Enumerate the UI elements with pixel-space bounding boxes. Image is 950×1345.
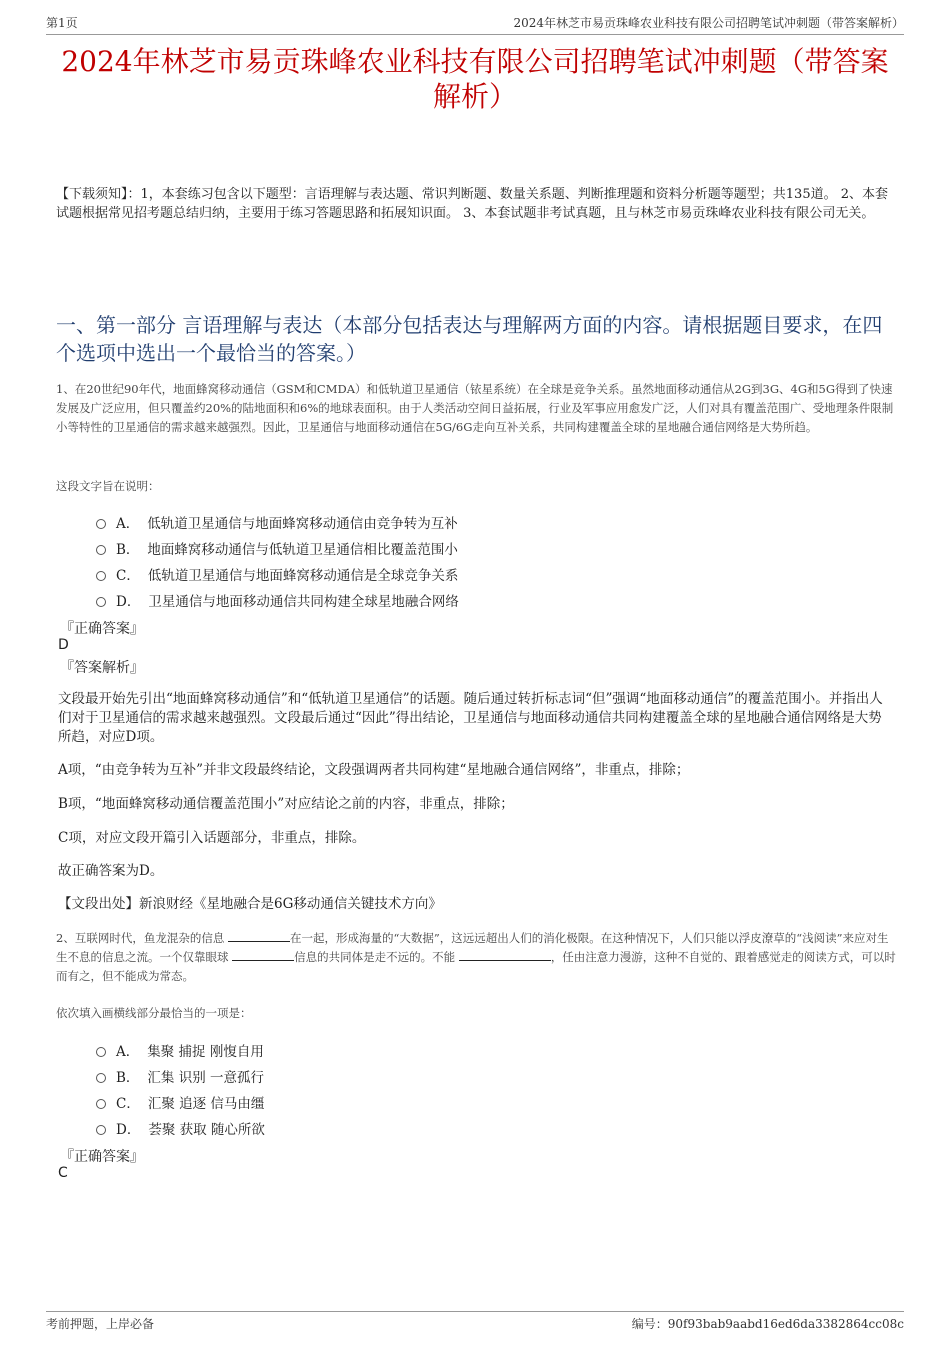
question-1-prompt: 这段文字旨在说明：: [56, 479, 160, 493]
question-1-option-a[interactable]: [96, 509, 616, 535]
source-citation: 【文段出处】新浪财经《星地融合是6G移动通信关键技术方向》: [58, 896, 442, 912]
fill-blank: [459, 948, 551, 961]
question-2-options: [96, 1037, 616, 1141]
question-2-option-b[interactable]: [96, 1063, 616, 1089]
question-1-answer-label: 『正确答案』: [60, 621, 144, 637]
analysis-paragraph: B项，“地面蜂窝移动通信覆盖范围小”对应结论之前的内容，非重点，排除；: [58, 796, 514, 812]
fill-blank: [228, 929, 290, 942]
option-text: 荟聚 获取 随心所欲: [148, 1122, 265, 1138]
option-letter: B．: [116, 542, 140, 558]
option-letter: D．: [116, 1122, 141, 1138]
radio-icon[interactable]: [96, 1099, 106, 1109]
page-header: [46, 14, 904, 35]
option-text: 集聚 捕捉 刚愎自用: [147, 1044, 264, 1060]
option-text: 低轨道卫星通信与地面蜂窝移动通信是全球竞争关系: [147, 568, 459, 584]
option-text: 卫星通信与地面移动通信共同构建全球星地融合网络: [148, 594, 459, 610]
question-1-stem: 1、在20世纪90年代，地面蜂窝移动通信（GSM和CMDA）和低轨道卫星通信（铱星系统）在全球是竞争关系。虽然地面移动通信从2G到3G、4G和5G得到了快速发展及广泛应用，但只覆盖约20%的陆地面积和6%的地球表面积。由于人类活动空间日益拓展，行业及军事应用愈发广泛，人们对具有覆盖范围广、受地理条件限制小等特性的卫星通信的需求越来越强烈。因此，卫星通信与地面移动通信在5G/6G走向互补关系，共同构建覆盖全球的星地融合通信网络是大势所趋。: [56, 382, 894, 434]
option-letter: C．: [116, 568, 140, 584]
question-1-option-c[interactable]: [96, 561, 616, 587]
radio-icon[interactable]: [96, 1125, 106, 1135]
stem-text: 在一起，形成海量的“大数据”，这远远超出人们的消化极限。在这种情况下，人们只能以浮皮潦草的“浅阅读”来应对生生不息的信息之流。一个仅靠眼球: [56, 931, 889, 964]
question-2-option-c[interactable]: [96, 1089, 616, 1115]
option-letter: A．: [116, 1044, 140, 1060]
question-2-prompt: 依次填入画横线部分最恰当的一项是：: [56, 1006, 252, 1020]
section-heading: 一、第一部分 言语理解与表达（本部分包括表达与理解两方面的内容。请根据题目要求，在四个选项中选出一个最恰当的答案。）: [56, 313, 883, 365]
radio-icon[interactable]: [96, 1047, 106, 1057]
radio-icon[interactable]: [96, 571, 106, 581]
question-1-analysis-label: 『答案解析』: [60, 660, 144, 676]
question-1-answer: D: [58, 637, 69, 653]
question-1-options: [96, 509, 616, 613]
question-2-stem: [56, 929, 898, 986]
stem-text: ，任由注意力漫游，这种不自觉的、跟着感觉走的阅读方式，可以时而有之，但不能成为常态。: [56, 950, 896, 983]
question-1-option-d[interactable]: [96, 587, 616, 613]
question-2-answer: C: [58, 1165, 68, 1181]
option-text: 地面蜂窝移动通信与低轨道卫星通信相比覆盖范围小: [147, 542, 458, 558]
footer-slogan: 考前押题，上岸必备: [46, 1317, 155, 1331]
option-letter: D．: [116, 594, 141, 610]
document-title: 2024年林芝市易贡珠峰农业科技有限公司招聘笔试冲刺题（带答案解析）: [61, 45, 889, 113]
radio-icon[interactable]: [96, 1073, 106, 1083]
analysis-paragraph: C项，对应文段开篇引入话题部分，非重点，排除。: [58, 830, 366, 846]
question-2-option-d[interactable]: [96, 1115, 616, 1141]
radio-icon[interactable]: [96, 545, 106, 555]
question-1-option-b[interactable]: [96, 535, 616, 561]
stem-text: 信息的共同体是走不远的。不能: [294, 950, 459, 964]
page-number: 第1页: [46, 16, 78, 30]
analysis-paragraph: 故正确答案为D。: [58, 863, 164, 879]
option-text: 低轨道卫星通信与地面蜂窝移动通信由竞争转为互补: [147, 516, 458, 532]
stem-text: 2、互联网时代，鱼龙混杂的信息: [56, 931, 228, 945]
question-2-option-a[interactable]: [96, 1037, 616, 1063]
page-footer: [46, 1311, 904, 1332]
radio-icon[interactable]: [96, 597, 106, 607]
question-2-answer-label: 『正确答案』: [60, 1149, 144, 1165]
radio-icon[interactable]: [96, 519, 106, 529]
analysis-paragraph: A项，“由竞争转为互补”并非文段最终结论，文段强调两者共同构建“星地融合通信网络”，非重点，排除；: [58, 762, 690, 778]
option-text: 汇集 识别 一意孤行: [147, 1070, 265, 1086]
header-doc-title: 2024年林芝市易贡珠峰农业科技有限公司招聘笔试冲刺题（带答案解析）: [513, 16, 904, 30]
option-letter: C．: [116, 1096, 140, 1112]
option-text: 汇聚 追逐 信马由缰: [147, 1096, 265, 1112]
download-notice: 【下载须知】：1，本套练习包含以下题型：言语理解与表达题、常识判断题、数量关系题、判断推理题和资料分析题等题型；共135道。 2、本套试题根据常见招考题总结归纳，主要用于练习答题思路和拓展知识面。 3、本套试题非考试真题，且与林芝市易贡珠峰农业科技有限公司无关。: [56, 187, 888, 221]
analysis-paragraph: 文段最开始先引出“地面蜂窝移动通信”和“低轨道卫星通信”的话题。随后通过转折标志词“但”强调“地面移动通信”的覆盖范围小。并指出人们对于卫星通信的需求越来越强烈。文段最后通过“因此”得出结论，卫星通信与地面移动通信共同构建覆盖全球的星地融合通信网络是大势所趋，对应D项。: [58, 691, 883, 745]
fill-blank: [232, 948, 294, 961]
option-letter: B．: [116, 1070, 140, 1086]
option-letter: A．: [116, 516, 140, 532]
document-id: 编号：90f93bab9aabd16ed6da3382864cc08c: [631, 1317, 904, 1331]
